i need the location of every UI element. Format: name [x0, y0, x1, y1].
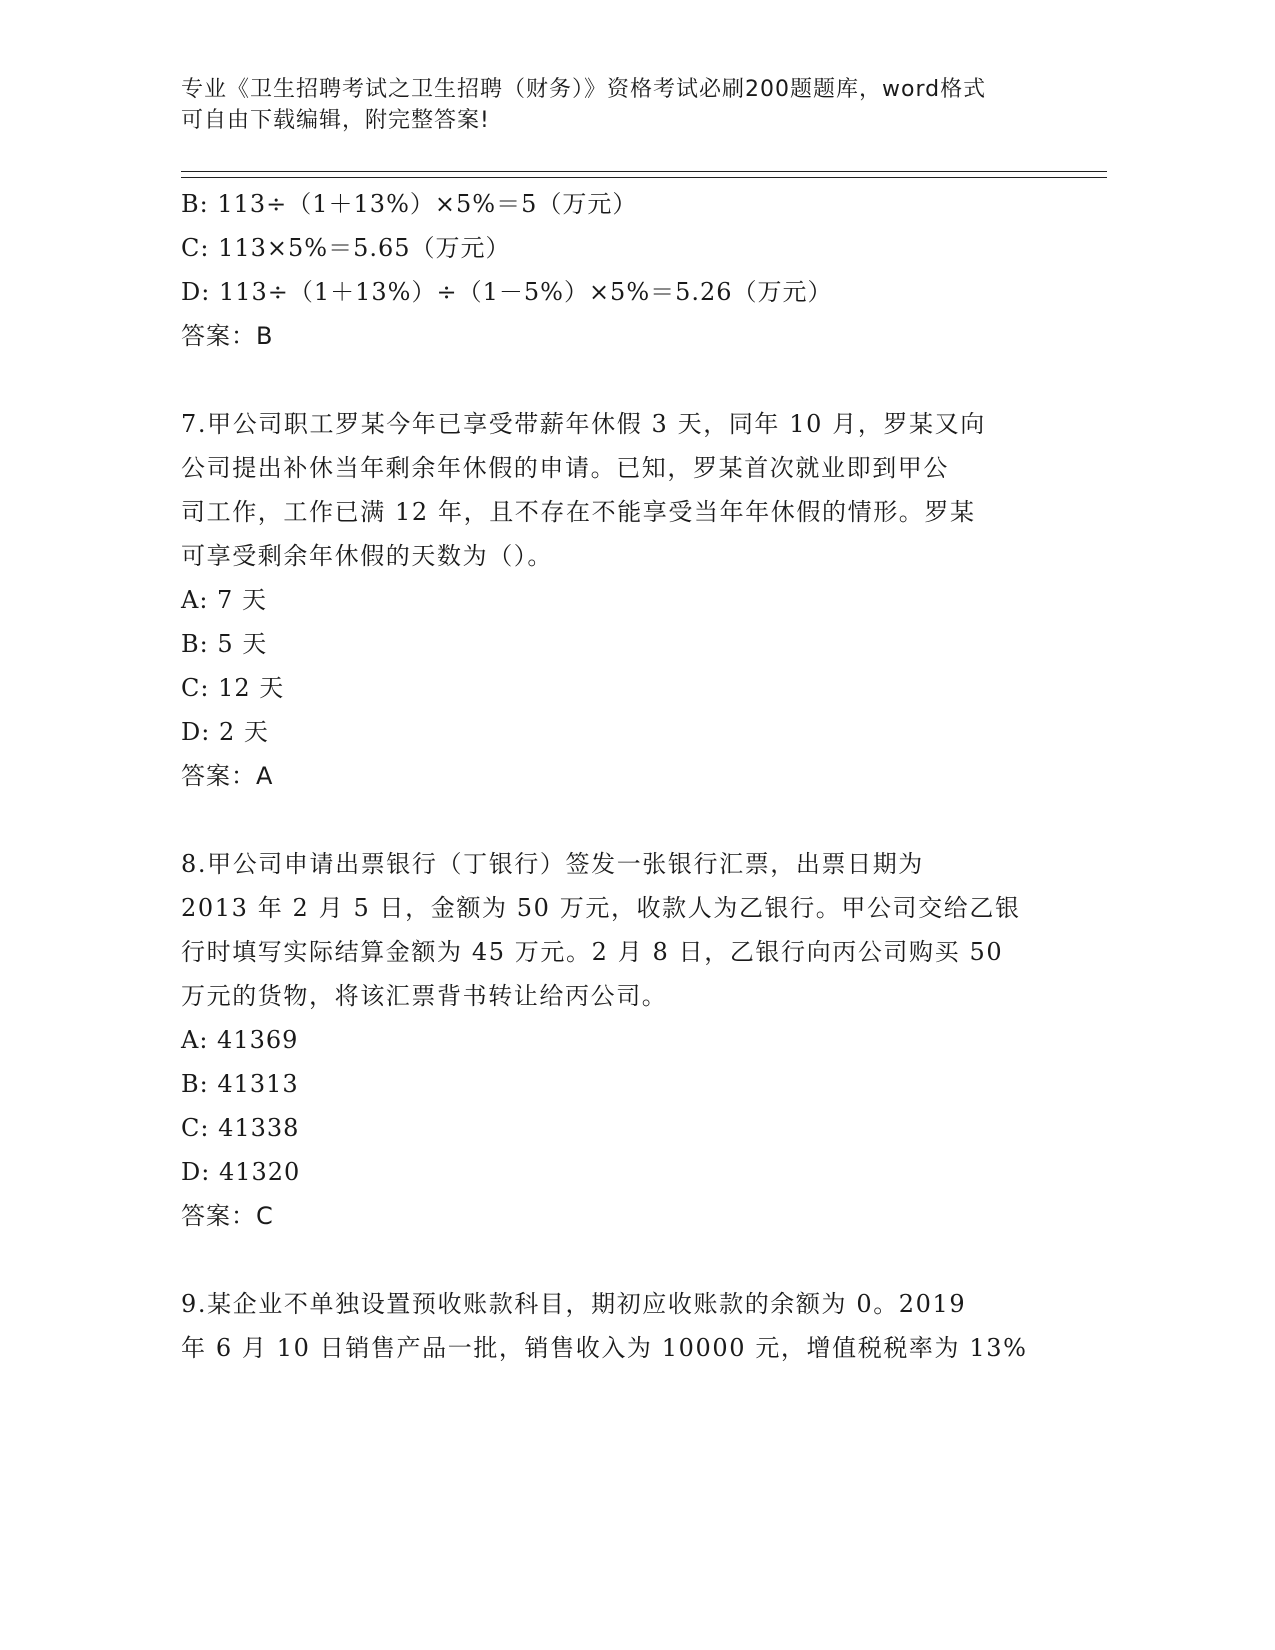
- stem-line: 7.甲公司职工罗某今年已享受带薪年休假 3 天，同年 10 月，罗某又向: [181, 410, 986, 438]
- document-body: [181, 182, 1061, 1370]
- stem-line: 可享受剩余年休假的天数为（）。: [181, 542, 553, 570]
- question-spacer: [181, 1238, 1061, 1282]
- option-c: C: 113×5%＝5.65（万元）: [181, 234, 511, 262]
- option-d: D: 2 天: [181, 718, 269, 746]
- option-c: C: 41338: [181, 1114, 300, 1142]
- option-b: B: 5 天: [181, 630, 268, 658]
- question-spacer: [181, 358, 1061, 402]
- option-c: C: 12 天: [181, 674, 285, 702]
- answer-line: 答案：B: [181, 322, 274, 350]
- question-spacer: [181, 798, 1061, 842]
- question-7: [181, 402, 1061, 798]
- question-9: [181, 1282, 1061, 1370]
- header-line-1: 专业《卫生招聘考试之卫生招聘（财务）》资格考试必刷200题题库，word格式: [181, 77, 987, 102]
- option-b: B: 41313: [181, 1070, 299, 1098]
- question-8: [181, 842, 1061, 1238]
- stem-line: 9.某企业不单独设置预收账款科目，期初应收账款的余额为 0。2019: [181, 1290, 967, 1318]
- option-d: D: 41320: [181, 1158, 301, 1186]
- document-header: [181, 74, 1061, 136]
- header-divider-top: [181, 171, 1107, 172]
- question-stem: [181, 842, 1061, 1018]
- stem-line: 司工作，工作已满 12 年，且不存在不能享受当年年休假的情形。罗某: [181, 498, 976, 526]
- stem-line: 公司提出补休当年剩余年休假的申请。已知，罗某首次就业即到甲公: [181, 454, 949, 482]
- stem-line: 行时填写实际结算金额为 45 万元。2 月 8 日，乙银行向丙公司购买 50: [181, 938, 1004, 966]
- stem-line: 万元的货物，将该汇票背书转让给丙公司。: [181, 982, 668, 1010]
- stem-line: 8.甲公司申请出票银行（丁银行）签发一张银行汇票，出票日期为: [181, 850, 924, 878]
- answer-line: 答案：C: [181, 1202, 274, 1230]
- option-d: D: 113÷（1＋13%）÷（1－5%）×5%＝5.26（万元）: [181, 278, 833, 306]
- question-stem: [181, 402, 1061, 578]
- question-stem: [181, 1282, 1061, 1370]
- option-a: A: 41369: [181, 1026, 299, 1054]
- option-a: A: 7 天: [181, 586, 267, 614]
- option-b: B: 113÷（1＋13%）×5%＝5（万元）: [181, 190, 638, 218]
- stem-line: 年 6 月 10 日销售产品一批，销售收入为 10000 元，增值税税率为 13%: [181, 1334, 1028, 1362]
- question-6-tail: [181, 182, 1061, 358]
- header-divider-bottom: [181, 177, 1107, 178]
- answer-line: 答案：A: [181, 762, 274, 790]
- stem-line: 2013 年 2 月 5 日，金额为 50 万元，收款人为乙银行。甲公司交给乙银: [181, 894, 1021, 922]
- header-line-2: 可自由下载编辑，附完整答案!: [181, 108, 490, 133]
